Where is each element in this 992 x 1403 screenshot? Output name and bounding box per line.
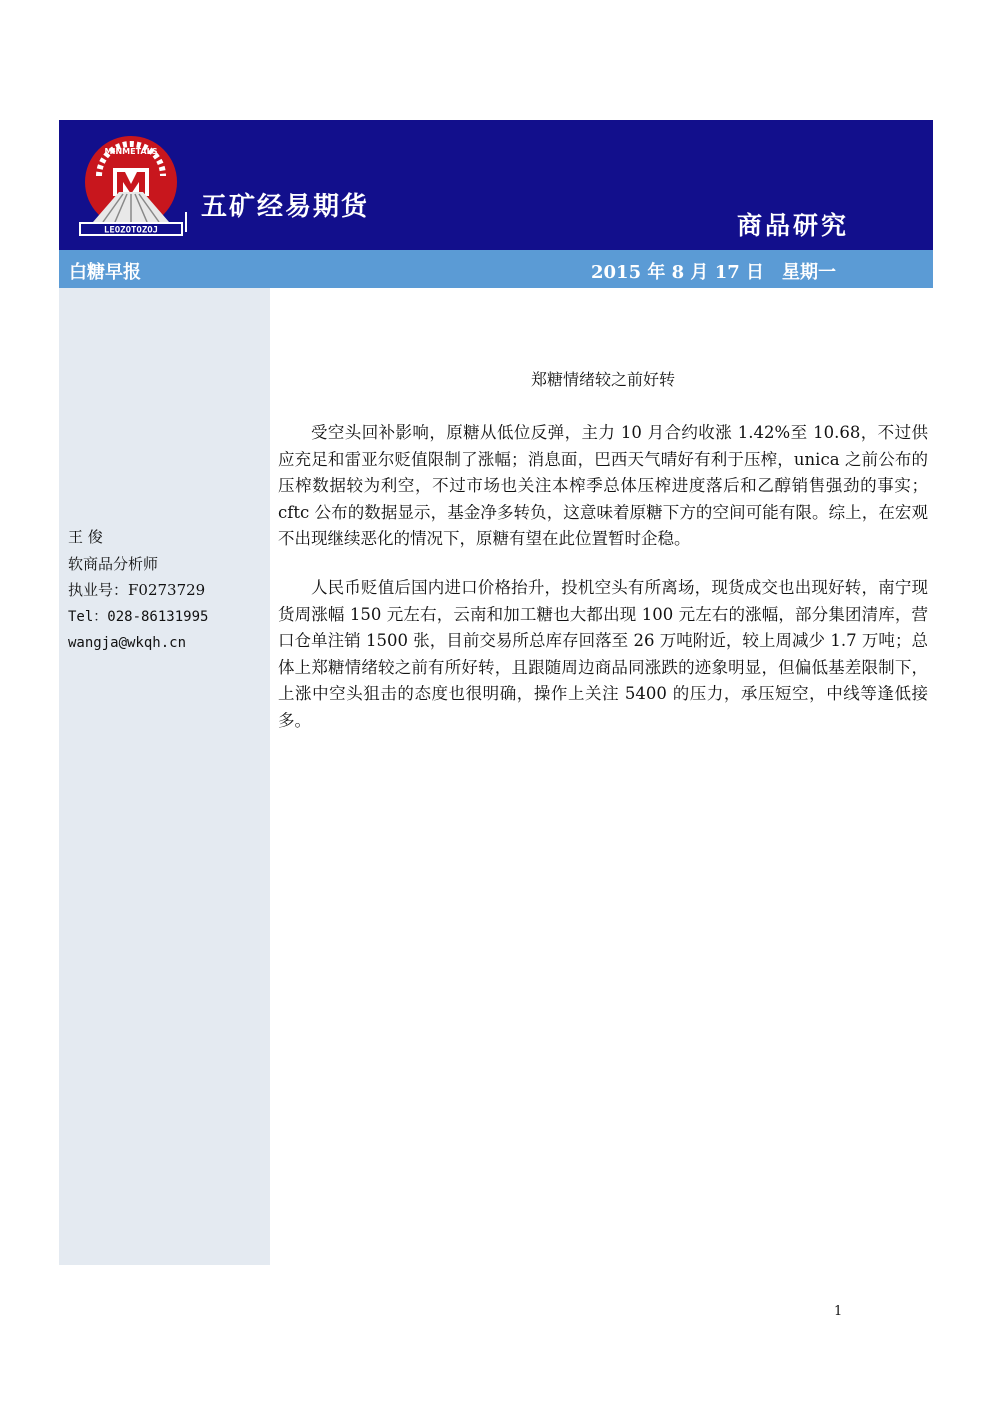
author-sidebar [59, 288, 270, 1265]
report-date: 2015 年 8 月 17 日 星期一 [591, 262, 837, 283]
author-name: 王 俊 [68, 528, 103, 546]
article-paragraph-1: 受空头回补影响，原糖从低位反弹，主力 10 月合约收涨 1.42%至 10.68，不过供应充足和雷亚尔贬值限制了涨幅；消息面，巴西天气晴好有利于压榨，unica 之前公布的压榨数据较为利空，不过市场也关注本榨季总体压榨进度落后和乙醇销售强劲的事实；cftc 公布的数据显示，基金净多转负，这意味着原糖下方的空间可能有限。综上，在宏观不出现继续恶化的情况下，原糖有望在此位置暂时企稳。 [278, 423, 928, 549]
author-email: wangja@wkqh.cn [68, 635, 187, 651]
author-info [68, 524, 208, 657]
logo-arc-text: MINMETALS [104, 147, 158, 156]
section-name: 商品研究 [737, 211, 850, 240]
report-subheader [59, 250, 933, 288]
author-tel: Tel：028-86131995 [68, 608, 209, 625]
article-paragraph-2: 人民币贬值后国内进口价格抬升，投机空头有所离场，现货成交也出现好转，南宁现货周涨幅 150 元左右，云南和加工糖也大都出现 100 元左右的涨幅，部分集团清库，营口仓单注销 1500 张，目前交易所总库存回落至 26 万吨附近，较上周减少 1.7 万吨；总体上郑糖情绪较之前有所好转，且跟随周边商品同涨跌的迹象明显，但偏低基差限制下，上涨中空头狙击的态度也很明确，操作上关注 5400 的压力，承压短空，中线等逢低接多。 [278, 577, 928, 730]
company-name: 五矿经易期货 [201, 192, 370, 222]
logo-divider [185, 212, 187, 232]
article-title: 郑糖情绪较之前好转 [530, 370, 675, 389]
logo-base-text: LEOZOTOZOJ [103, 225, 159, 236]
report-name: 白糖早报 [69, 262, 141, 283]
author-license: 执业号：F0273729 [68, 581, 206, 599]
author-role: 软商品分析师 [68, 554, 159, 573]
page-number: 1 [834, 1304, 843, 1319]
article-body [278, 368, 928, 757]
header-band [59, 120, 933, 250]
minmetals-logo-icon [79, 134, 183, 238]
